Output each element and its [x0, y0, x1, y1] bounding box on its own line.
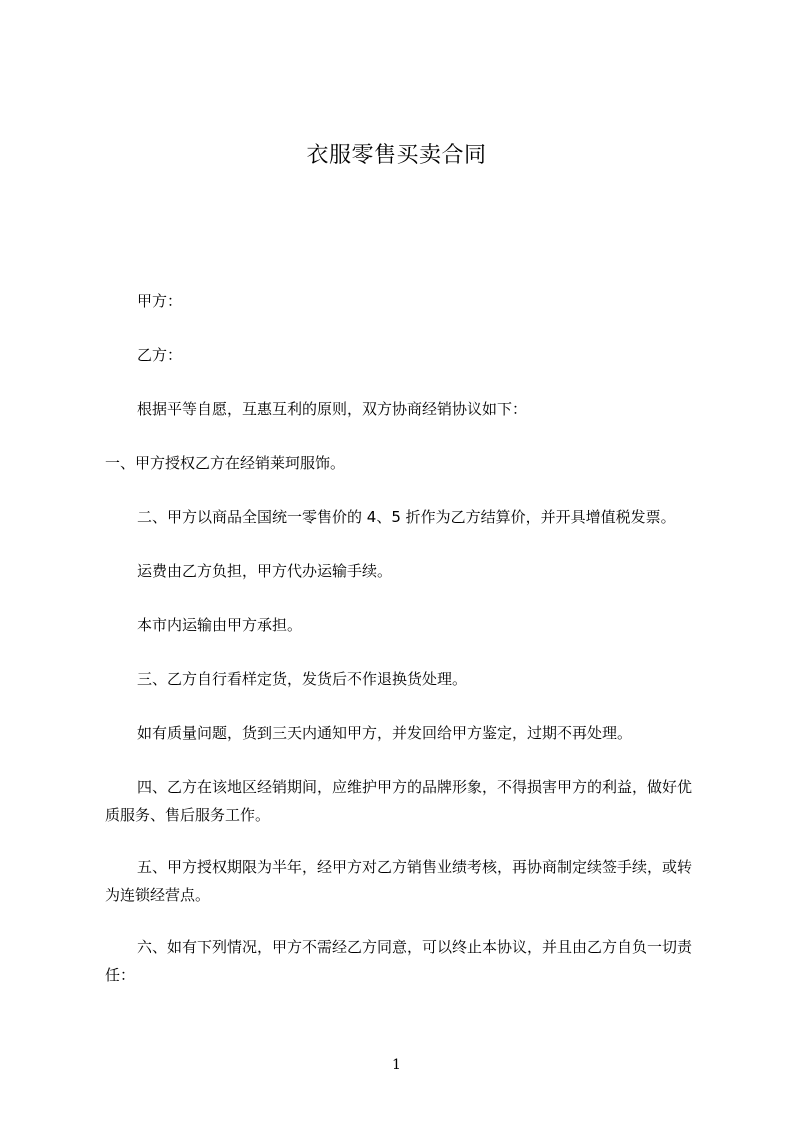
clause-2-paragraph: 二、甲方以商品全国统一零售价的 4、5 折作为乙方结算价，并开具增值税发票。 — [137, 508, 676, 526]
quality-paragraph: 如有质量问题，货到三天内通知甲方，并发回给甲方鉴定，过期不再处理。 — [137, 724, 633, 742]
party-b-line: 乙方： — [137, 346, 183, 364]
clause-6-paragraph: 六、如有下列情况，甲方不需经乙方同意，可以终止本协议，并且由乙方自负一切责任： — [105, 938, 693, 984]
clause-3-paragraph: 三、乙方自行看样定货，发货后不作退换货处理。 — [137, 670, 468, 688]
clause-4-paragraph: 四、乙方在该地区经销期间，应维护甲方的品牌形象，不得损害甲方的利益，做好优质服务、售后服务工作。 — [105, 778, 693, 824]
clause-5-paragraph: 五、甲方授权期限为半年，经甲方对乙方销售业绩考核，再协商制定续签手续，或转为连锁经营点。 — [105, 858, 693, 904]
page-number: 1 — [392, 1057, 401, 1073]
local-transport-paragraph: 本市内运输由甲方承担。 — [137, 616, 303, 634]
document-title: 衣服零售买卖合同 — [306, 143, 487, 168]
freight-paragraph: 运费由乙方负担，甲方代办运输手续。 — [137, 562, 393, 580]
party-a-line: 甲方： — [137, 292, 183, 310]
preamble-paragraph: 根据平等自愿，互惠互利的原则，双方协商经销协议如下： — [137, 400, 528, 418]
clause-1-paragraph: 一、甲方授权乙方在经销莱珂服饰。 — [105, 454, 346, 472]
